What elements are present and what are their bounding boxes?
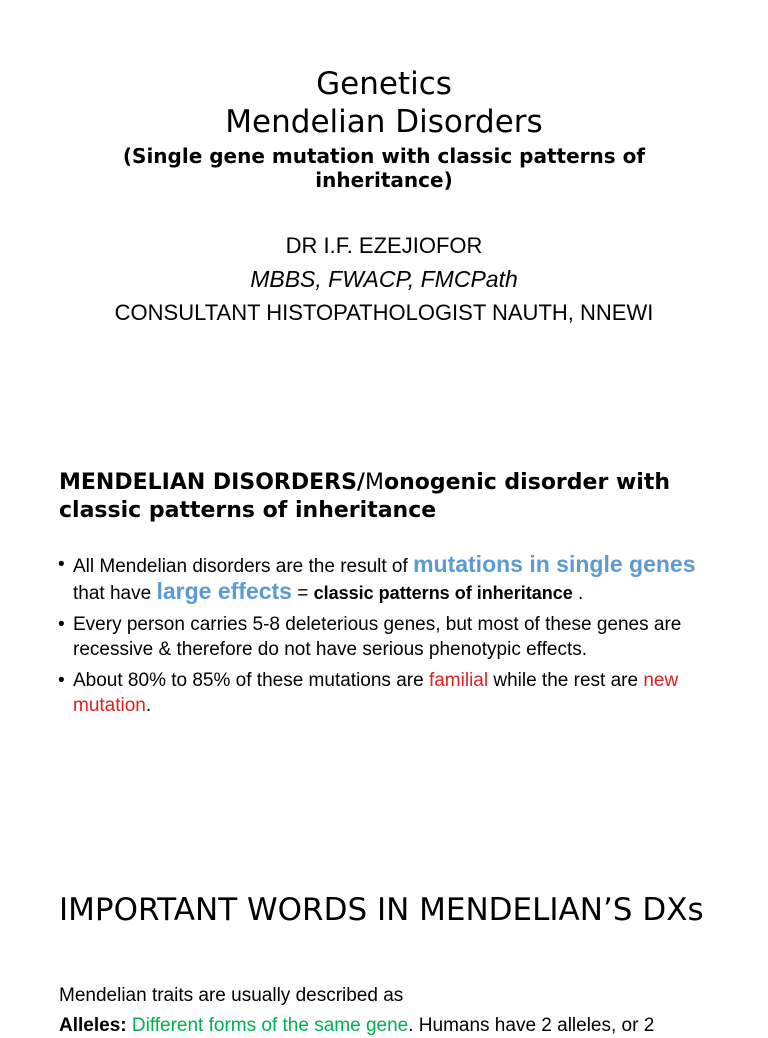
bullet-dot: • [58,554,65,575]
slide1-position: CONSULTANT HISTOPATHOLOGIST NAUTH, NNEWI [114,300,654,325]
slide1-subtitle: (Single gene mutation with classic patterns of inheritance) [122,144,646,192]
slide3-partial-line [59,1013,759,1038]
bullet-text: = [291,583,314,604]
slide1-title-line1: Genetics [316,66,452,102]
bullet-dot: • [58,670,65,691]
slide1-credentials: MBBS, FWACP, FMCPath [250,266,518,292]
slide3-heading: IMPORTANT WORDS IN MENDELIAN’S DXs [59,892,704,928]
bullet-dot: • [58,614,65,635]
slide2-heading [59,469,709,525]
slide2-heading-bold: MENDELIAN DISORDERS/ [59,470,365,495]
bullet-text: . [572,583,584,604]
highlight-large-effects: large effects [156,578,292,604]
slide2-heading-rest: onogenic disorder with classic patterns of inheritance [59,470,671,523]
bullet-item [58,612,708,662]
bullet-text: that have [73,583,157,604]
slide2-bullet-list [58,552,708,724]
bullet-text: All Mendelian disorders are the result of [73,556,414,577]
bullet-text: . [145,695,152,716]
slide2-heading-m: M [364,470,384,495]
highlight-familial: familial [428,670,489,691]
slide3-text: Mendelian traits are usually described as [59,985,404,1006]
bullet-text: About 80% to 85% of these mutations are [73,670,429,691]
highlight-new-mutation: new mutation [73,670,679,716]
bullet-item [58,668,708,718]
highlight-mutations: mutations in single genes [413,551,696,577]
slide3-alleles-definition: Different forms of the same gene [126,1015,409,1036]
bullet-text: while the rest are [488,670,644,691]
bullet-item [58,552,708,606]
slide1-title-line2: Mendelian Disorders [225,104,543,140]
slide3-alleles-label: Alleles: [59,1015,127,1036]
slide3-alleles-rest: . Humans have 2 alleles, or 2 [408,1015,655,1036]
bullet-text: Every person carries 5-8 deleterious genes, but most of these genes are recessive & therefore do not have serious phenotypic effects. [73,614,682,660]
highlight-classic-patterns: classic patterns of inheritance [313,583,573,603]
slide1-author: DR I.F. EZEJIOFOR [285,233,483,258]
